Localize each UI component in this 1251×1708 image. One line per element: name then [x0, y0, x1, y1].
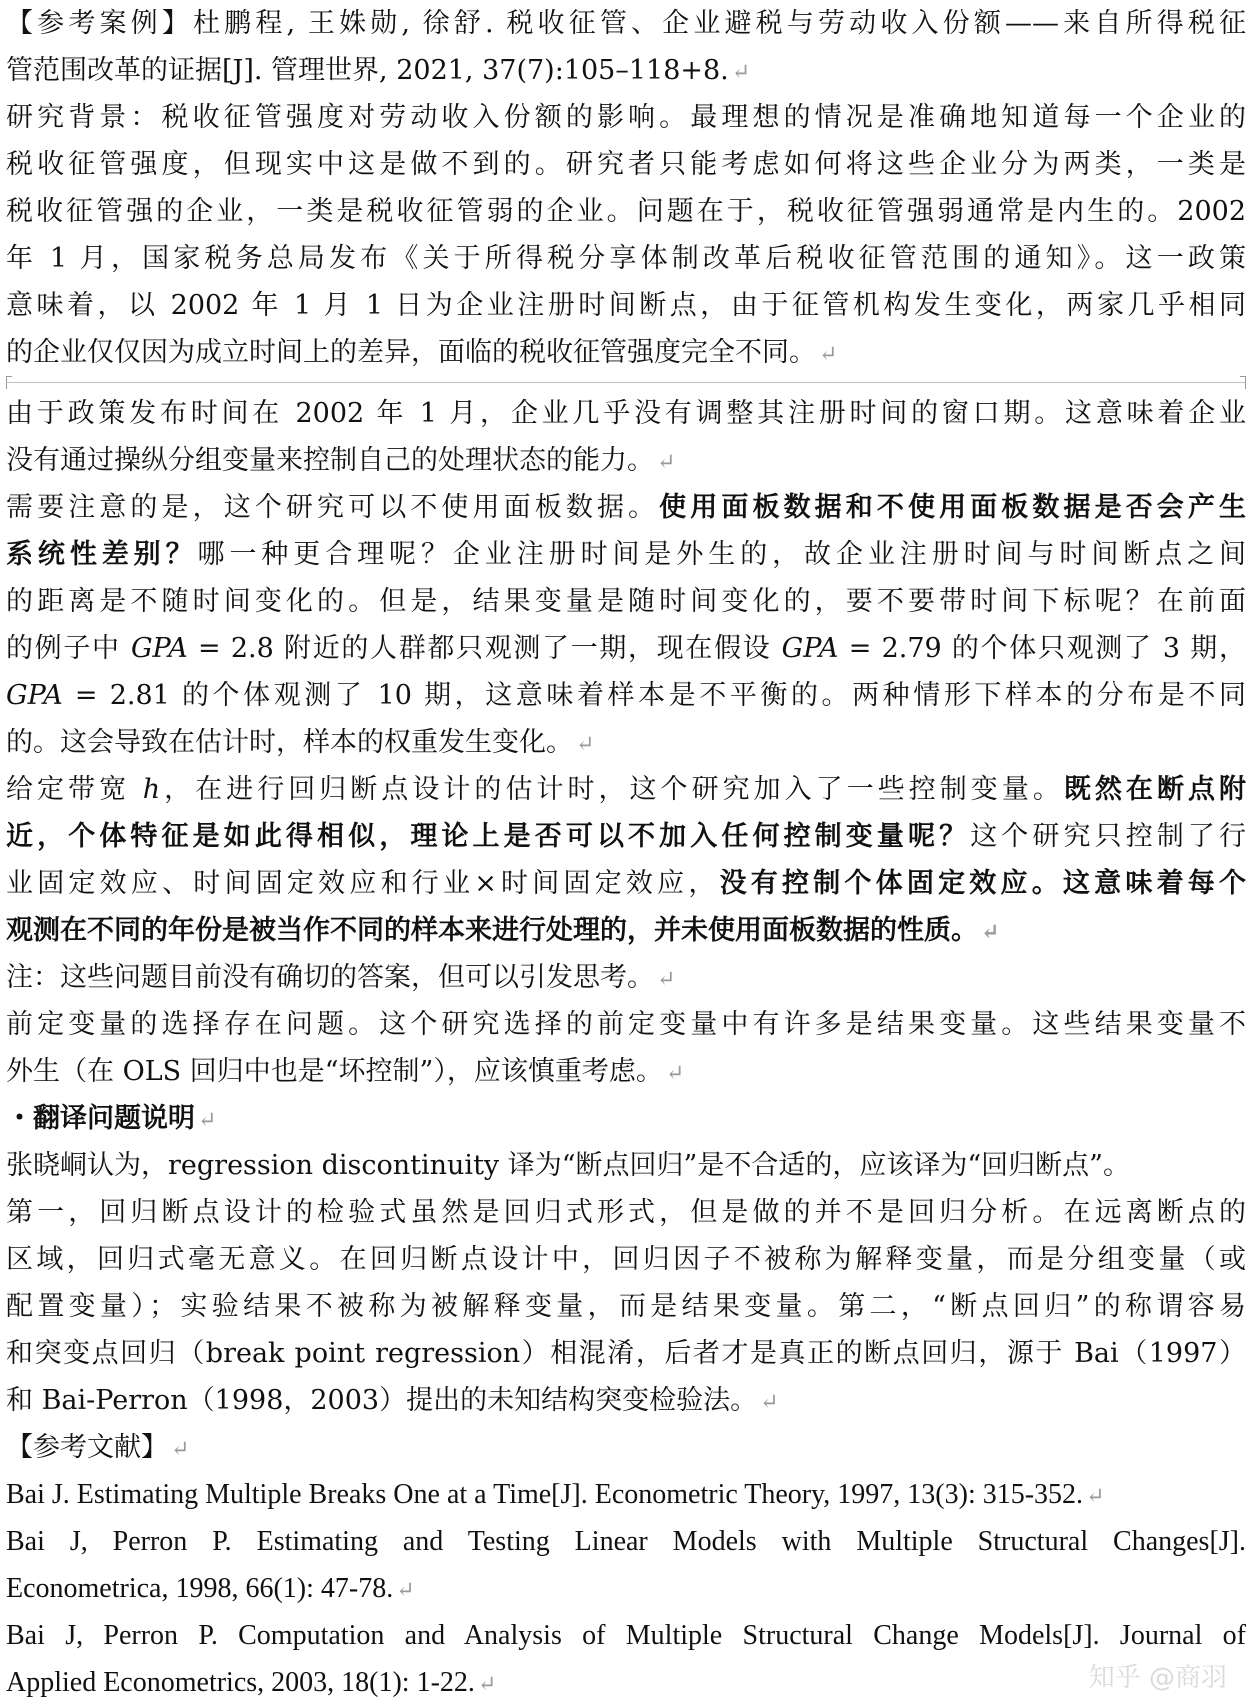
controls-paragraph-line: 观测在不同的年份是被当作不同的样本来进行处理的，并未使用面板数据的性质。 ↵: [6, 915, 1000, 946]
case-citation-line-1: 【参考案例】杜鹏程, 王姝勋, 徐舒. 税收征管、企业避税与劳动收入份额——来自所得税征: [6, 8, 1246, 39]
paragraph-mark-icon: ↵: [819, 342, 838, 367]
background-line: 研究背景：税收征管强度对劳动收入份额的影响。最理想的情况是准确地知道每一个企业的: [6, 102, 1246, 133]
translation-line: 区域，回归式毫无意义。在回归断点设计中，回归因子不被称为解释变量，而是分组变量（或: [6, 1244, 1246, 1275]
translation-heading: ・翻译问题说明 ↵: [6, 1103, 217, 1134]
controls-paragraph-line: 业固定效应、时间固定效应和行业×时间固定效应，没有控制个体固定效应。这意味着每个: [6, 868, 1246, 899]
paragraph-mark-icon: ↵: [576, 732, 595, 757]
panel-paragraph-line: GPA = 2.81 的个体观测了 10 期，这意味着样本是不平衡的。两种情形下样本的分布是不同: [6, 680, 1246, 711]
paragraph-mark-icon: ↵: [981, 919, 1000, 945]
predetermined-paragraph-line: 前定变量的选择存在问题。这个研究选择的前定变量中有许多是结果变量。这些结果变量不: [6, 1009, 1246, 1040]
window-paragraph-line: 没有通过操纵分组变量来控制自己的处理状态的能力。 ↵: [6, 445, 676, 476]
paragraph-mark-icon: ↵: [665, 1061, 685, 1086]
window-paragraph-line: 由于政策发布时间在 2002 年 1 月，企业几乎没有调整其注册时间的窗口期。这意味着企业: [6, 398, 1246, 429]
translation-line: 第一，回归断点设计的检验式虽然是回归式形式，但是做的并不是回归分析。在远离断点的: [6, 1197, 1246, 1228]
paragraph-mark-icon: ↵: [171, 1437, 190, 1462]
reference-entry: Bai J, Perron P. Estimating and Testing Linear Models with Multiple Structural Changes[J].: [6, 1526, 1246, 1557]
paragraph-mark-icon: ↵: [731, 60, 751, 85]
translation-line: 和 Bai-Perron（1998，2003）提出的未知结构突变检验法。 ↵: [6, 1385, 779, 1416]
translation-line: 和突变点回归（break point regression）相混淆，后者才是真正的断点回归，源于 Bai（1997）: [6, 1338, 1246, 1369]
reference-entry: Econometrica, 1998, 66(1): 47-78. ↵: [6, 1573, 415, 1604]
paragraph-mark-icon: ↵: [760, 1390, 779, 1415]
panel-paragraph-line: 的例子中 GPA = 2.8 附近的人群都只观测了一期，现在假设 GPA = 2.79 的个体只观测了 3 期，: [6, 633, 1246, 664]
translation-line: 配置变量）；实验结果不被称为被解释变量，而是结果变量。第二，“断点回归”的称谓容易: [6, 1291, 1246, 1322]
background-line: 年 1 月，国家税务总局发布《关于所得税分享体制改革后税收征管范围的通知》。这一政策: [6, 243, 1246, 274]
note-line: 注：这些问题目前没有确切的答案，但可以引发思考。 ↵: [6, 962, 676, 993]
zhihu-watermark: 知乎 @商羽: [1088, 1663, 1227, 1693]
page-break-separator: [6, 376, 1246, 390]
case-citation-line-2: 管范围改革的证据[J]. 管理世界, 2021, 37(7):105–118+8. ↵: [6, 55, 751, 86]
paragraph-mark-icon: ↵: [198, 1108, 217, 1133]
background-line: 意味着，以 2002 年 1 月 1 日为企业注册时间断点，由于征管机构发生变化，两家几乎相同: [6, 290, 1246, 321]
document-page: [6, 0, 1246, 1706]
paragraph-mark-icon: ↵: [477, 1671, 497, 1696]
panel-paragraph-line: 的距离是不随时间变化的。但是，结果变量是随时间变化的，要不要带时间下标呢？在前面: [6, 586, 1246, 617]
predetermined-paragraph-line: 外生（在 OLS 回归中也是“坏控制”），应该慎重考虑。 ↵: [6, 1056, 685, 1087]
background-line: 税收征管强的企业，一类是税收征管弱的企业。问题在于，税收征管强弱通常是内生的。2002: [6, 196, 1246, 227]
paragraph-mark-icon: ↵: [657, 967, 676, 992]
references-heading: 【参考文献】 ↵: [6, 1432, 190, 1463]
page-corner-right: [1240, 376, 1246, 389]
paragraph-mark-icon: ↵: [657, 450, 676, 475]
reference-entry: Bai J, Perron P. Computation and Analysis of Multiple Structural Change Models[J]. Journal of: [6, 1620, 1246, 1651]
translation-line: 张晓峒认为，regression discontinuity 译为“断点回归”是不合适的，应该译为“回归断点”。: [6, 1150, 1130, 1181]
paragraph-mark-icon: ↵: [1086, 1483, 1105, 1508]
paragraph-mark-icon: ↵: [396, 1577, 415, 1602]
background-line: 的企业仅仅因为成立时间上的差异，面临的税收征管强度完全不同。 ↵: [6, 337, 838, 368]
controls-paragraph-line: 给定带宽 h，在进行回归断点设计的估计时，这个研究加入了一些控制变量。既然在断点附: [6, 774, 1246, 805]
background-line: 税收征管强度，但现实中这是做不到的。研究者只能考虑如何将这些企业分为两类，一类是: [6, 149, 1246, 180]
reference-entry: Bai J. Estimating Multiple Breaks One at a Time[J]. Econometric Theory, 1997, 13(3): 315-352. ↵: [6, 1479, 1105, 1510]
controls-paragraph-line: 近，个体特征是如此得相似，理论上是否可以不加入任何控制变量呢？这个研究只控制了行: [6, 821, 1246, 852]
panel-paragraph-line: 的。这会导致在估计时，样本的权重发生变化。 ↵: [6, 727, 595, 758]
reference-entry: Applied Econometrics, 2003, 18(1): 1-22. ↵: [6, 1667, 497, 1698]
page-break-rule: [6, 382, 1246, 383]
panel-paragraph-line: 需要注意的是，这个研究可以不使用面板数据。使用面板数据和不使用面板数据是否会产生: [6, 492, 1246, 523]
panel-paragraph-line: 系统性差别？哪一种更合理呢？企业注册时间是外生的，故企业注册时间与时间断点之间: [6, 539, 1246, 570]
